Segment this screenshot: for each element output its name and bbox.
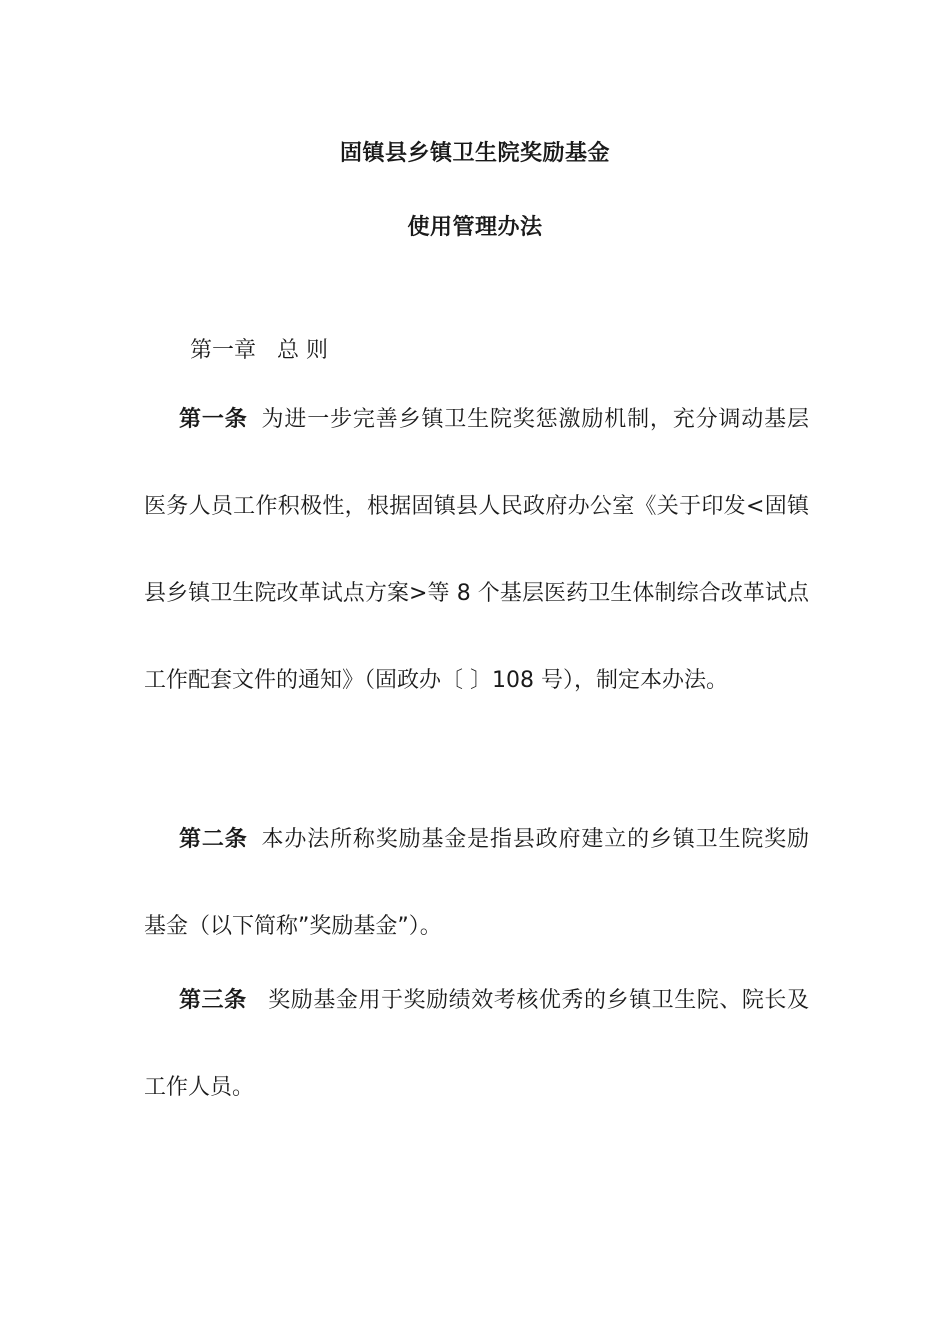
article-text: 为进一步完善乡镇卫生院奖惩激励机制，充分调动基层医务人员工作积极性，根据固镇县人民政府办公室《关于印发<固镇县乡镇卫生院改革试点方案>等 8 个基层医药卫生体制综合改革试点工作配套文件的通知》（固政办〔 〕108 号），制定本办法。 <box>144 407 809 693</box>
article-text: 奖励基金用于奖励绩效考核优秀的乡镇卫生院、院长及工作人员。 <box>144 988 809 1100</box>
document-title: 固镇县乡镇卫生院奖励基金 <box>339 141 610 166</box>
article-text: 本办法所称奖励基金是指县政府建立的乡镇卫生院奖励基金（以下简称”奖励基金”）。 <box>144 827 809 939</box>
article-2 <box>144 796 809 970</box>
article-number: 第三条 <box>179 988 247 1013</box>
document-subtitle: 使用管理办法 <box>407 215 543 240</box>
article-number: 第一条 <box>179 407 248 432</box>
chapter-heading: 第一章 总 则 <box>190 338 328 363</box>
article-1 <box>144 376 809 724</box>
article-3 <box>144 957 809 1131</box>
article-number: 第二条 <box>179 827 248 852</box>
